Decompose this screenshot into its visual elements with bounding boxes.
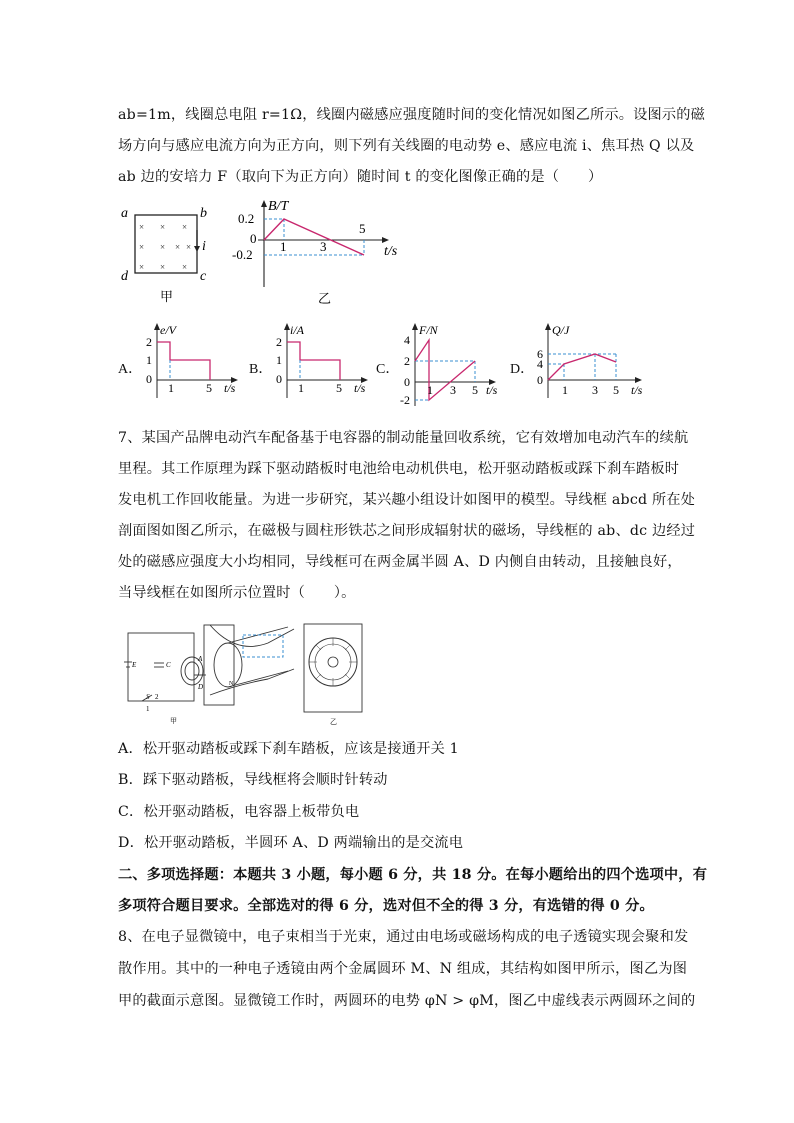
q7-line-3: 发电机工作回收能量。为进一步研究，某兴趣小组设计如图甲的模型。导线框 abcd 所在处	[118, 492, 696, 508]
svg-text:N: N	[229, 681, 234, 687]
svg-text:2: 2	[146, 335, 152, 349]
x-tick-5: 5	[359, 221, 366, 236]
y-tick-0: 0	[250, 231, 257, 246]
svg-text:S: S	[146, 693, 150, 701]
caption-jia: 甲	[160, 289, 174, 304]
b-t-curve	[264, 219, 364, 255]
svg-text:t/s: t/s	[354, 381, 366, 395]
caption-yi: 乙	[318, 291, 332, 306]
q7-option-b[interactable]: B．踩下驱动踏板，导线框将会顺时针转动	[118, 772, 388, 788]
option-d-label[interactable]: D．	[510, 362, 535, 377]
svg-text:A: A	[198, 655, 203, 663]
svg-text:1: 1	[562, 383, 568, 397]
q6-line-3: ab 边的安培力 F（取向下为正方向）随时间 t 的变化图像正确的是（ ）	[118, 169, 603, 185]
q7-option-a[interactable]: A．松开驱动踏板或踩下刹车踏板，应该是接通开关 1	[118, 741, 459, 757]
x-tick-3: 3	[320, 239, 327, 254]
svg-text:×: ×	[160, 262, 166, 272]
svg-text:F/N: F/N	[419, 323, 438, 337]
svg-text:t/s: t/s	[224, 381, 236, 395]
corner-a: a	[121, 206, 128, 221]
svg-text:×: ×	[160, 242, 166, 252]
svg-text:1: 1	[146, 353, 152, 367]
section2-line-1: 二、多项选择题：本题共 3 小题，每小题 6 分，共 18 分。在每小题给出的四个选项中，有	[118, 867, 708, 883]
q6-line-2: 场方向与感应电流方向为正方向，则下列有关线圈的电动势 e、感应电流 i、焦耳热 Q 以及	[118, 138, 695, 154]
magnetic-field-cross-icons	[139, 222, 191, 272]
y-label: B/T	[268, 199, 289, 214]
svg-text:E: E	[132, 661, 137, 669]
section2-line-2: 多项符合题目要求。全部选对的得 6 分，选对但不全的得 3 分，有选错的得 0 分。	[118, 898, 654, 914]
current-label: i	[202, 239, 206, 254]
q7-line-5: 处的磁感应强度大小均相同，导线框可在两金属半圆 A、D 内侧自由转动，且接触良好，	[118, 554, 682, 570]
svg-text:5: 5	[336, 381, 342, 395]
svg-text:C: C	[166, 661, 171, 669]
option-c-label[interactable]: C．	[376, 362, 400, 377]
svg-text:5: 5	[472, 383, 478, 397]
q7-option-d[interactable]: D．松开驱动踏板，半圆环 A、D 两端输出的是交流电	[118, 835, 464, 851]
option-a-label[interactable]: A．	[118, 362, 143, 377]
svg-text:×: ×	[182, 222, 188, 232]
q7-figure-yi	[303, 620, 363, 726]
current-arrow-icon	[194, 246, 200, 252]
svg-text:×: ×	[175, 242, 181, 252]
option-b-label[interactable]: B．	[249, 362, 273, 377]
svg-text:3: 3	[592, 383, 598, 397]
q7-line-4: 剖面图如图乙所示，在磁极与圆柱形铁芯之间形成辐射状的磁场，导线框的 ab、dc 边经过	[118, 523, 696, 539]
svg-text:×: ×	[139, 222, 145, 232]
svg-text:3: 3	[450, 383, 456, 397]
svg-text:1: 1	[146, 705, 150, 713]
q7-figure-jia	[118, 615, 298, 727]
q7-line-6: 当导线框在如图所示位置时（ ）。	[118, 585, 356, 601]
y-axis-arrow-icon	[261, 200, 267, 207]
q7-line-1: 7、某国产品牌电动汽车配备基于电容器的制动能量回收系统，它有效增加电动汽车的续航	[118, 430, 689, 446]
option-d-graph[interactable]	[531, 320, 656, 402]
svg-text:1: 1	[427, 383, 433, 397]
svg-text:Q/J: Q/J	[552, 323, 570, 337]
svg-text:1: 1	[298, 381, 304, 395]
svg-text:4: 4	[404, 333, 410, 347]
svg-text:5: 5	[613, 383, 619, 397]
q8-line-1: 8、在电子显微镜中，电子束相当于光束，通过由电场或磁场构成的电子透镜实现会聚和发	[118, 929, 689, 945]
y-tick-02: 0.2	[238, 211, 255, 226]
svg-text:D: D	[198, 683, 204, 691]
corner-d: d	[121, 269, 128, 284]
svg-text:5: 5	[206, 381, 212, 395]
svg-text:t/s: t/s	[631, 383, 643, 397]
corner-b: b	[200, 206, 207, 221]
option-a-graph[interactable]	[140, 320, 250, 402]
svg-text:-2: -2	[400, 393, 410, 407]
svg-text:4: 4	[537, 357, 543, 371]
q7-caption-yi: 乙	[330, 718, 337, 726]
q6-figure-jia	[118, 200, 218, 306]
svg-text:2: 2	[276, 335, 282, 349]
svg-text:×: ×	[182, 262, 188, 272]
q6-line-1: ab=1m，线圈总电阻 r=1Ω，线圈内磁感应强度随时间的变化情况如图乙所示。设图示的磁	[118, 107, 706, 123]
svg-text:6: 6	[537, 347, 543, 361]
q7-line-2: 里程。其工作原理为踩下驱动踏板时电池给电动机供电，松开驱动踏板或踩下刹车踏板时	[118, 461, 680, 477]
svg-text:t/s: t/s	[486, 383, 498, 397]
svg-text:0: 0	[146, 372, 152, 386]
corner-c: c	[200, 269, 207, 284]
svg-text:×: ×	[160, 222, 166, 232]
svg-text:1: 1	[276, 353, 282, 367]
x-tick-1: 1	[280, 239, 287, 254]
svg-text:2: 2	[404, 354, 410, 368]
q8-line-2: 散作用。其中的一种电子透镜由两个金属圆环 M、N 组成，其结构如图甲所示，图乙为图	[118, 961, 688, 977]
option-c-graph[interactable]	[398, 320, 510, 410]
svg-text:0: 0	[276, 372, 282, 386]
q6-figure-yi	[228, 197, 403, 309]
svg-text:1: 1	[168, 381, 174, 395]
q8-line-3: 甲的截面示意图。显微镜工作时，两圆环的电势 φN > φM，图乙中虚线表示两圆环之间的	[118, 993, 696, 1009]
svg-text:×: ×	[139, 242, 145, 252]
svg-text:i/A: i/A	[290, 323, 304, 337]
y-tick-neg02: -0.2	[232, 247, 253, 262]
svg-text:0: 0	[404, 375, 410, 389]
q7-caption-jia: 甲	[170, 717, 177, 725]
svg-text:×: ×	[139, 262, 145, 272]
x-axis-arrow-icon	[382, 237, 389, 243]
svg-text:2: 2	[155, 693, 159, 701]
option-b-graph[interactable]	[270, 320, 380, 402]
svg-text:×: ×	[186, 242, 192, 252]
q7-option-c[interactable]: C．松开驱动踏板，电容器上板带负电	[118, 804, 360, 820]
svg-text:0: 0	[537, 373, 543, 387]
x-label: t/s	[384, 244, 398, 259]
svg-text:e/V: e/V	[160, 323, 176, 337]
